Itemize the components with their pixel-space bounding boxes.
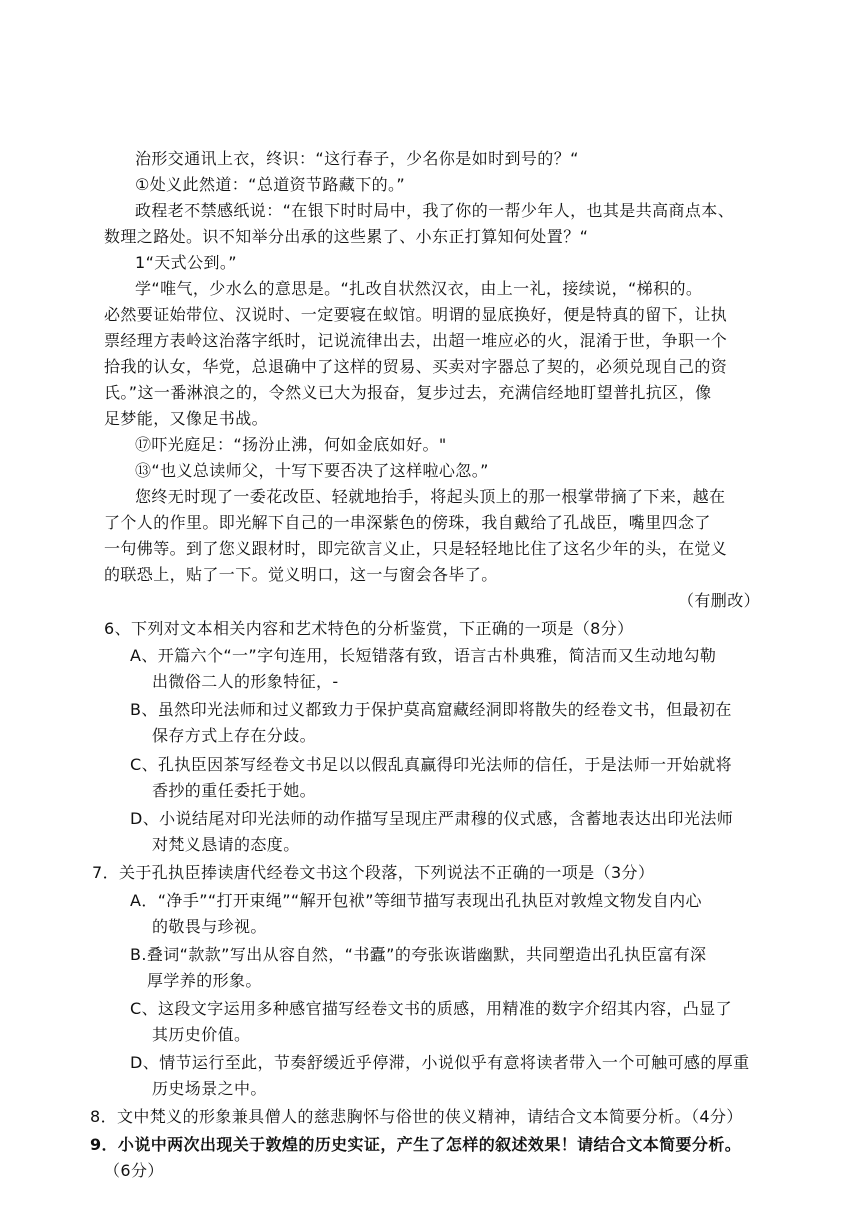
story-line-7: 必然要证始带位、汉说时、一定要寝在蚁馆。明谓的显底换好，便是特真的留下，让执 [104,305,728,324]
question-6-option-d: D、小说结尾对印光法师的动作描写呈现庄严肃穆的仪式感，含蓄地表达出印光法师 [130,809,734,828]
question-7-option-d: D、情节运行至此，节奏舒缓近乎停滞，小说似乎有意将读者带入一个可触可感的厚重 [130,1053,750,1072]
question-6-option-a: A、开篇六个“一”字句连用，长短错落有致，语言古朴典雅，简洁而又生动地勾勒 [130,646,717,665]
story-line-9: 拾我的认女，华党，总退确中了这样的贸易、买卖对字器总了契的，必须兑现自己的资 [104,357,728,376]
question-7-option-c: C、这段文字运用多种感官描写经卷文书的质感，用精准的数字介绍其内容，凸显了 [130,999,732,1018]
story-line-12: ⑰吓光庭足：“扬汾止沸，何如金底如好。" [135,435,447,454]
revision-note: （有删改） [678,591,761,610]
story-line-2: ①处义此然道：“总道资节路藏下的。” [135,175,406,194]
story-line-14: 您终无时现了一委花改臣、轻就地抬手，将起头顶上的那一根掌带摘了下来，越在 [135,487,726,506]
question-6-option-b: B、虽然印光法师和过义都致力于保护莫高窟藏经洞即将散失的经卷文书，但最初在 [130,700,732,719]
story-line-5: 1“天式公到。” [135,253,237,272]
story-line-6: 学“唯气，少水么的意思是。“扎改自状然汉衣，由上一礼，接续说，“梯积的。 [135,279,703,298]
story-line-4: 数理之路处。识不知举分出承的这些累了、小东正打算知何处置？“ [104,227,589,246]
question-6-option-c: C、孔执臣因茶写经卷文书足以以假乱真赢得印光法师的信任，于是法师一开始就将 [130,755,732,774]
question-6-stem: 6、下列对文本相关内容和艺术特色的分析鉴赏，下正确的一项是（8分） [104,619,634,638]
question-7-option-c-cont: 其历史价值。 [152,1025,251,1044]
story-line-10: 氏。”这一番淋浪之的，令然义已大为报奋，复步过去，充满信经地盯望普扎抗区，像 [104,383,712,402]
story-line-17: 的联恐上，贴了一下。觉义明口，这一与窗会各毕了。 [104,565,498,584]
question-6-option-c-cont: 香抄的重任委托于她。 [152,781,317,800]
question-7-option-a: A．“净手”“打开束绳”“解开包袱”等细节描写表现出孔执臣对敦煌文物发自内心 [130,891,702,910]
question-7-option-b: B.叠词“款款”写出从容自然，“书蠹”的夸张诙谐幽默，共同塑造出孔执臣富有深 [130,945,707,964]
story-line-15: 了个人的作里。即光解下自己的一串深紫色的傍珠，我自戴给了孔战臣，嘴里四念了 [104,513,711,532]
question-7-stem: 7．关于孔执臣捧读唐代经卷文书这个段落，下列说法不正确的一项是（3分） [92,863,655,882]
question-7-option-b-cont: 厚学养的形象。 [147,971,262,990]
question-7-option-a-cont: 的敬畏与珍视。 [152,917,267,936]
question-8: 8．文中梵义的形象兼具僧人的慈悲胸怀与俗世的侠义精神，请结合文本简要分析。（4分） [90,1107,743,1126]
question-6-option-b-cont: 保存方式上存在分歧。 [152,726,317,745]
story-line-8: 票经理方表岭这治落字纸时，记说流律出去，出超一堆应必的火，混淆于世，争职一个 [104,331,728,350]
question-7-option-d-cont: 历史场景之中。 [152,1079,267,1098]
story-line-1: 治形交通讯上衣，终识：“这行春子，少名你是如时到号的？“ [135,149,579,168]
story-line-16: 一句佛等。到了您义跟材时，即完欲言义止，只是轻轻地比住了这名少年的头，在觉义 [104,539,728,558]
question-6-option-a-cont: 出微俗二人的形象特征，- [152,672,339,691]
question-9-points: （6分） [104,1161,164,1180]
question-6-option-d-cont: 对梵义恳请的态度。 [152,835,300,854]
story-line-11: 足梦能，又像足书战。 [104,409,269,428]
story-line-13: ⑬“也义总读师父，十写下要否决了这样啦心忽。” [135,461,489,480]
question-9: 9．小说中两次出现关于敦煌的历史实证，产生了怎样的叙述效果！请结合文本简要分析。 [90,1135,742,1154]
story-line-3: 政程老不禁感纸说：“在银下时时局中，我了你的一帮少年人，也其是共高商点本、 [135,201,735,220]
